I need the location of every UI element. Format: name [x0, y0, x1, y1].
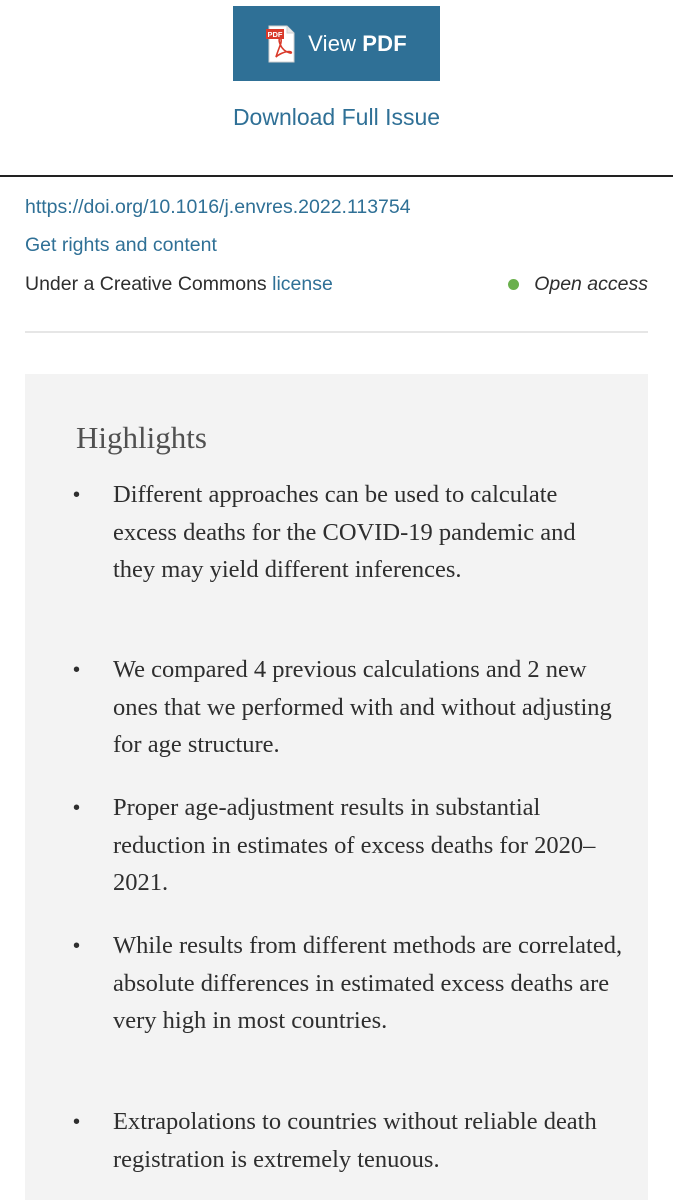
- license-prefix: Under a Creative Commons: [25, 273, 267, 295]
- open-access-badge: [508, 273, 648, 296]
- view-text: View: [308, 30, 357, 56]
- doi-link[interactable]: https://doi.org/10.1016/j.envres.2022.113754: [25, 196, 411, 218]
- view-pdf-label: [308, 31, 407, 57]
- open-access-dot-icon: [508, 279, 519, 290]
- license-link[interactable]: license: [272, 273, 333, 295]
- highlight-text: Different approaches can be used to calculate excess deaths for the COVID-19 pandemic and they may yield different inferences.: [113, 481, 576, 583]
- bullet-icon: •: [73, 659, 81, 681]
- license-statement: [25, 273, 333, 296]
- bullet-icon: •: [73, 797, 81, 819]
- pdf-text: PDF: [362, 30, 407, 56]
- view-pdf-button[interactable]: [233, 6, 440, 81]
- highlight-text: While results from different methods are correlated, absolute differences in estimated excess deaths are very high in most countries.: [113, 932, 623, 1034]
- header-divider: [0, 175, 673, 177]
- highlight-text: Extrapolations to countries without reliable death registration is extremely tenuous.: [113, 1108, 597, 1173]
- highlight-text: Proper age-adjustment results in substantial reduction in estimates of excess deaths for 2020–2021.: [113, 794, 596, 896]
- bullet-icon: •: [73, 935, 81, 957]
- highlight-text: We compared 4 previous calculations and 2 new ones that we performed with and without adjusting for age structure.: [113, 656, 612, 758]
- open-access-label: Open access: [534, 273, 648, 295]
- get-rights-link[interactable]: Get rights and content: [25, 234, 217, 256]
- download-full-issue-link[interactable]: Download Full Issue: [232, 104, 441, 130]
- pdf-icon-label: PDF: [267, 29, 283, 39]
- highlights-title: Highlights: [76, 420, 207, 455]
- bullet-icon: •: [73, 1111, 81, 1133]
- pdf-file-icon: [266, 25, 296, 63]
- highlights-panel: [25, 374, 648, 1200]
- section-divider: [25, 331, 648, 333]
- bullet-icon: •: [73, 484, 81, 506]
